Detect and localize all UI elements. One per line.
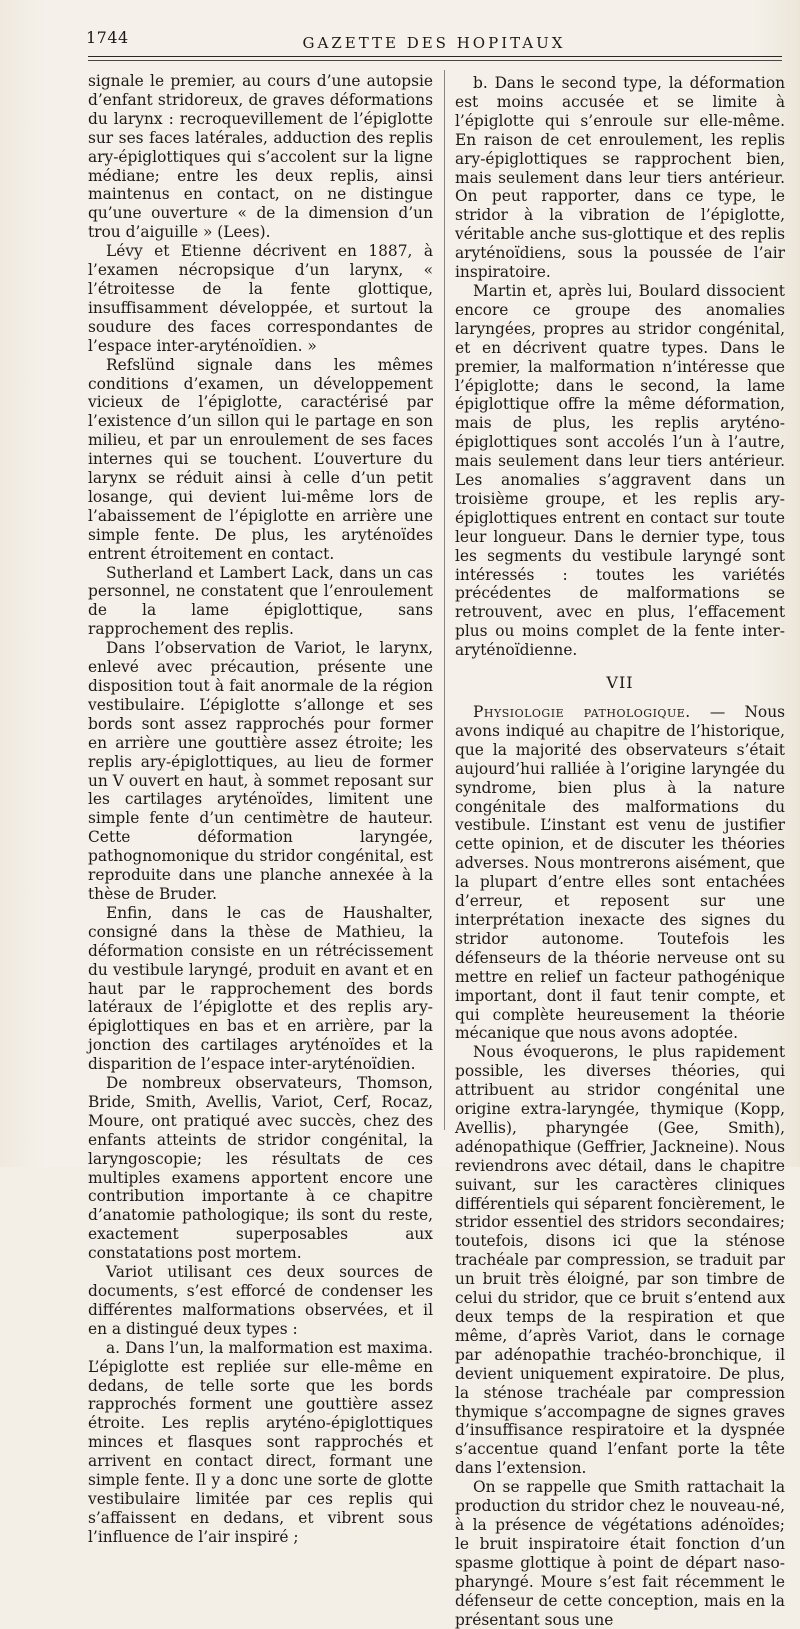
paragraph: De nombreux observateurs, Thomson, Bride, Smith, Avellis, Variot, Cerf, Rocaz, Moure, ont pratiqué avec succès, chez des enfants atteints de stridor congénital, la laryngoscopie; les résultats de ces multiples examens apportent encore une contribution importante à ce chapitre d’anatomie pathologique; ils sont du reste, exactement superposables aux constatations post mortem. xyxy=(88,1074,433,1263)
right-column xyxy=(455,74,785,1629)
section-lead-text: — Nous avons indiqué au chapitre de l’historique, que la majorité des observateurs s’était aujourd’hui ralliée à l’origine laryngée du syndrome, bien plus à la nature congénitale des malformations du vestibule. L’instant est venu de justifier cette opinion, et de discuter les théories adverses. Nous montrerons aisément, que la plupart d’entre elles sont entachées d’erreur, et reposent sur une interprétation inexacte des signes du stridor autonome. Toutefois les défenseurs de la théorie nerveuse ont su mettre en relief un facteur pathogénique important, dont il faut tenir compte, et qui complète heureusement la théorie mécanique que nous avons adoptée. xyxy=(455,703,785,1043)
running-title: GAZETTE DES HOPITAUX xyxy=(302,34,566,52)
paragraph: Nous évoquerons, le plus rapidement possible, les diverses théories, qui attribuent au stridor congénital une origine extra-laryngée, thymique (Kopp, Avellis), pharyngée (Gee, Smith), adénopathique (Geffrier, Jackneine). Nous reviendrons avec détail, dans le chapitre suivant, sur les caractères cliniques différentiels qui séparent foncièrement, le stridor essentiel des stridors secondaires; toutefois, disons ici que la sténose trachéale par compression, se traduit par un bruit très éloigné, par son timbre de celui du stridor, que ce bruit s’entend aux deux temps de la respiration et que même, d’après Variot, dans le cornage par adénopathie trachéo-bronchique, il devient uniquement expiratoire. De plus, la sténose trachéale par compression thymique s’accompagne de signes graves d’insuffisance respiratoire et la dyspnée s’accentue quand l’enfant porte la tête dans l’extension. xyxy=(455,1043,785,1478)
page-header xyxy=(86,28,782,58)
section-heading: VII xyxy=(606,673,634,693)
paragraph: Enfin, dans le cas de Haushalter, consigné dans la thèse de Mathieu, la déformation consiste en un rétrécissement du vestibule laryngé, produit en avant et en haut par le rapprochement des bords latéraux de l’épiglotte et des replis ary-épiglottiques en bas et en arrière, par la jonction des cartilages aryténoïdes et la disparition de l’espace inter-aryténoïdien. xyxy=(88,903,433,1074)
paragraph: On se rappelle que Smith rattachait la production du stridor chez le nouveau-né, à la présence de végétations adénoïdes; le bruit inspiratoire était fonction d’un spasme glottique à point de départ naso-pharyngé. Moure s’est fait récemment le défenseur de cette conception, mais en la présentant sous une xyxy=(455,1478,785,1629)
section-lead: Physiologie pathologique. xyxy=(473,703,691,721)
paragraph: Dans l’observation de Variot, le larynx, enlevé avec précaution, présente une disposition tout à fait anormale de la région vestibulaire. L’épiglotte s’allonge et ses bords sont assez rapprochés pour former en arrière une gouttière assez étroite; les replis ary-épiglottiques, au lieu de former un V ouvert en haut, à sommet reposant sur les cartilages aryténoïdes, limitent une simple fente d’un centimètre de hauteur. Cette déformation laryngée, pathognomonique du stridor congénital, est reproduite dans une planche annexée à la thèse de Bruder. xyxy=(88,639,433,903)
paragraph: Sutherland et Lambert Lack, dans un cas personnel, ne constatent que l’enroulement de la lame épiglottique, sans rapprochement des replis. xyxy=(88,563,433,639)
paragraph: b. Dans le second type, la déformation est moins accusée et se limite à l’épiglotte qui s’enroule sur elle-même. En raison de cet enroulement, les replis ary-épiglottiques se rapprochent bien, mais seulement dans leur tiers antérieur. On peut rapporter, dans ce type, le stridor à la vibration de l’épiglotte, véritable anche sus-glottique et des replis aryténoïdiens, sous la poussée de l’air inspiratoire. xyxy=(455,74,785,282)
paragraph: Martin et, après lui, Boulard dissocient encore ce groupe des anomalies laryngées, propres au stridor congénital, et en décrivent quatre types. Dans le premier, la malformation n’intéresse que l’épiglotte; dans le second, la lame épiglottique offre la même déformation, mais de plus, les replis aryténo-épiglottiques sont accolés l’un à l’autre, mais seulement dans leur tiers antérieur. Les anomalies s’aggravent dans un troisième groupe, et les replis ary-épiglottiques entrent en contact sur toute leur longueur. Dans le dernier type, tous les segments du vestibule laryngé sont intéressés : toutes les variétés précédentes de malformations se retrouvent, avec en plus, l’effacement plus ou moins complet de la fente inter-aryténoïdienne. xyxy=(455,281,785,660)
page-number: 1744 xyxy=(86,28,129,47)
column-divider xyxy=(444,70,445,1130)
left-column xyxy=(88,72,433,1547)
paragraph: Refslünd signale dans les mêmes conditions d’examen, un développement vicieux de l’épiglotte, caractérisé par l’existence d’un sillon qui le partage en son milieu, et par un enroulement de ses faces internes qui se touchent. L’ouverture du larynx se réduit ainsi à celle d’un petit losange, qui devient lui-même lors de l’abaissement de l’épiglotte en arrière une simple fente. De plus, les aryténoïdes entrent étroitement en contact. xyxy=(88,355,433,563)
header-rule xyxy=(88,56,782,57)
paragraph: signale le premier, au cours d’une autopsie d’enfant stridoreux, de graves déformations du larynx : recroquevillement de l’épiglotte sur ses faces latérales, adduction des replis ary-épiglottiques qui s’accolent sur la ligne médiane; entre les deux replis, ainsi maintenus en contact, on ne distingue qu’une ouverture « de la dimension d’un trou d’aiguille » (Lees). xyxy=(88,72,433,242)
paragraph: Variot utilisant ces deux sources de documents, s’est efforcé de condenser les différentes malformations observées, et il en a distingué deux types : xyxy=(88,1263,433,1338)
paragraph: Lévy et Etienne décrivent en 1887, à l’examen nécropsique d’un larynx, « l’étroitesse de la fente glottique, insuffisamment développée, et surtout la soudure des faces correspondantes de l’espace inter-aryténoïdien. » xyxy=(88,242,433,355)
header-rule-thin xyxy=(88,60,782,61)
paragraph: a. Dans l’un, la malformation est maxima. L’épiglotte est repliée sur elle-même en dedans, de telle sorte que les bords rapprochés forment une gouttière assez étroite. Les replis aryténo-épiglottiques minces et flasques sont rapprochés et arrivent en contact direct, formant une simple fente. Il y a donc une sorte de glotte vestibulaire limitée par ces replis qui s’affaissent en dedans, et vibrent sous l’influence de l’air inspiré ; xyxy=(88,1338,433,1546)
paragraph xyxy=(455,703,785,1043)
